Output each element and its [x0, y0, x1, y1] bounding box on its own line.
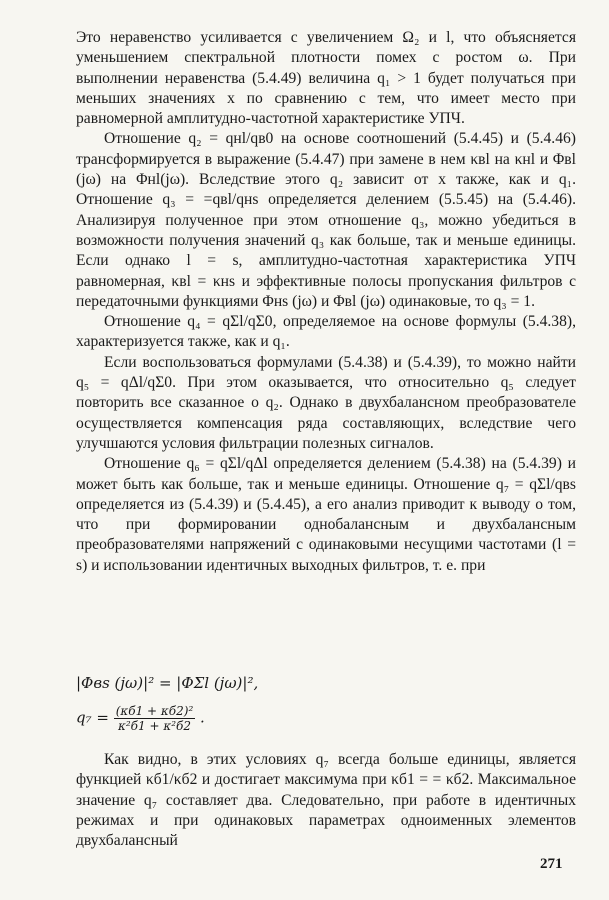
paragraph-5: Отношение q₆ = qΣl/qΔl определяется делением (5.4.38) на (5.4.39) и может быть как больше, так и меньше единицы. Отношение q₇ = qΣl/qвs определяется из (5.4.39) и (5.4.45), а его анализ приводит к выводу о том, что при формировании однобалансным и двухбалансным преобразователями напряжений с одинаковыми несущими частотами (l = s) и использовании идентичных выходных фильтров, т. е. при — [76, 455, 576, 574]
formula-filter-equality: |Φвs (jω)|² = |ΦΣl (jω)|², — [76, 674, 259, 692]
paragraph-2: Отношение q₂ = qнl/qв0 на основе соотношений (5.4.45) и (5.4.46) трансформируется в выражение (5.4.47) при замене в нем κвl на κнl и Φвl (jω) на Φнl(jω). Вследствие этого q₂ зависит от x также, как и q₁. Отношение q₃ = =qвl/qнs определяется делением (5.5.45) на (5.4.46). Анализируя полученное при этом отношение q₃, можно убедиться в возможности получения значений q₃ как больше, так и меньше единицы. Если однако l = s, амплитудно-частотная характеристика УПЧ равномерная, κвl = κнs и эффективные полосы пропускания фильтров с передаточными функциями Φнs (jω) и Φвl (jω) одинаковые, то q₃ = 1. — [76, 130, 576, 310]
formula-q7-numerator: (κб1 + κб2)² — [115, 704, 194, 718]
body-text-top — [76, 28, 576, 576]
formula-q7-end: . — [200, 708, 205, 727]
paragraph-1: Это неравенство усиливается с увеличением Ω₂ и l, что объясняется уменьшением спектральной плотности помех с ростом ω. При выполнении неравенства (5.4.49) величина q₁ > 1 будет получаться при меньших значениях x по сравнению с тем, что имеет место при равномерной амплитудно-частотной характеристике УПЧ. — [76, 29, 576, 128]
paragraph-3: Отношение q₄ = qΣl/qΣ0, определяемое на основе формулы (5.4.38), характеризуется также, как и q₁. — [76, 313, 576, 351]
formula-q7-fraction — [114, 704, 196, 733]
formula-q7-lhs: q₇ = — [76, 708, 109, 727]
formula-q7 — [76, 704, 205, 733]
paragraph-4: Если воспользоваться формулами (5.4.38) и (5.4.39), то можно найти q₅ = qΔl/qΣ0. При этом оказывается, что относительно q₅ следует повторить все сказанное о q₂. Однако в двухбалансном преобразователе осуществляется компенсация ряда составляющих, вследствие чего улучшаются условия фильтрации полезных сигналов. — [76, 353, 576, 452]
formula-q7-denominator: κ²б1 + κ²б2 — [118, 719, 191, 733]
paragraph-6: Как видно, в этих условиях q₇ всегда больше единицы, является функцией κб1/κб2 и достигает максимума при κб1 = = κб2. Максимальное значение q₇ составляет два. Следовательно, при работе в идентичных режимах и при одинаковых параметрах одноименных элементов двухбалансный — [76, 751, 576, 850]
body-text-bottom — [76, 750, 576, 851]
page-number: 271 — [540, 856, 563, 872]
